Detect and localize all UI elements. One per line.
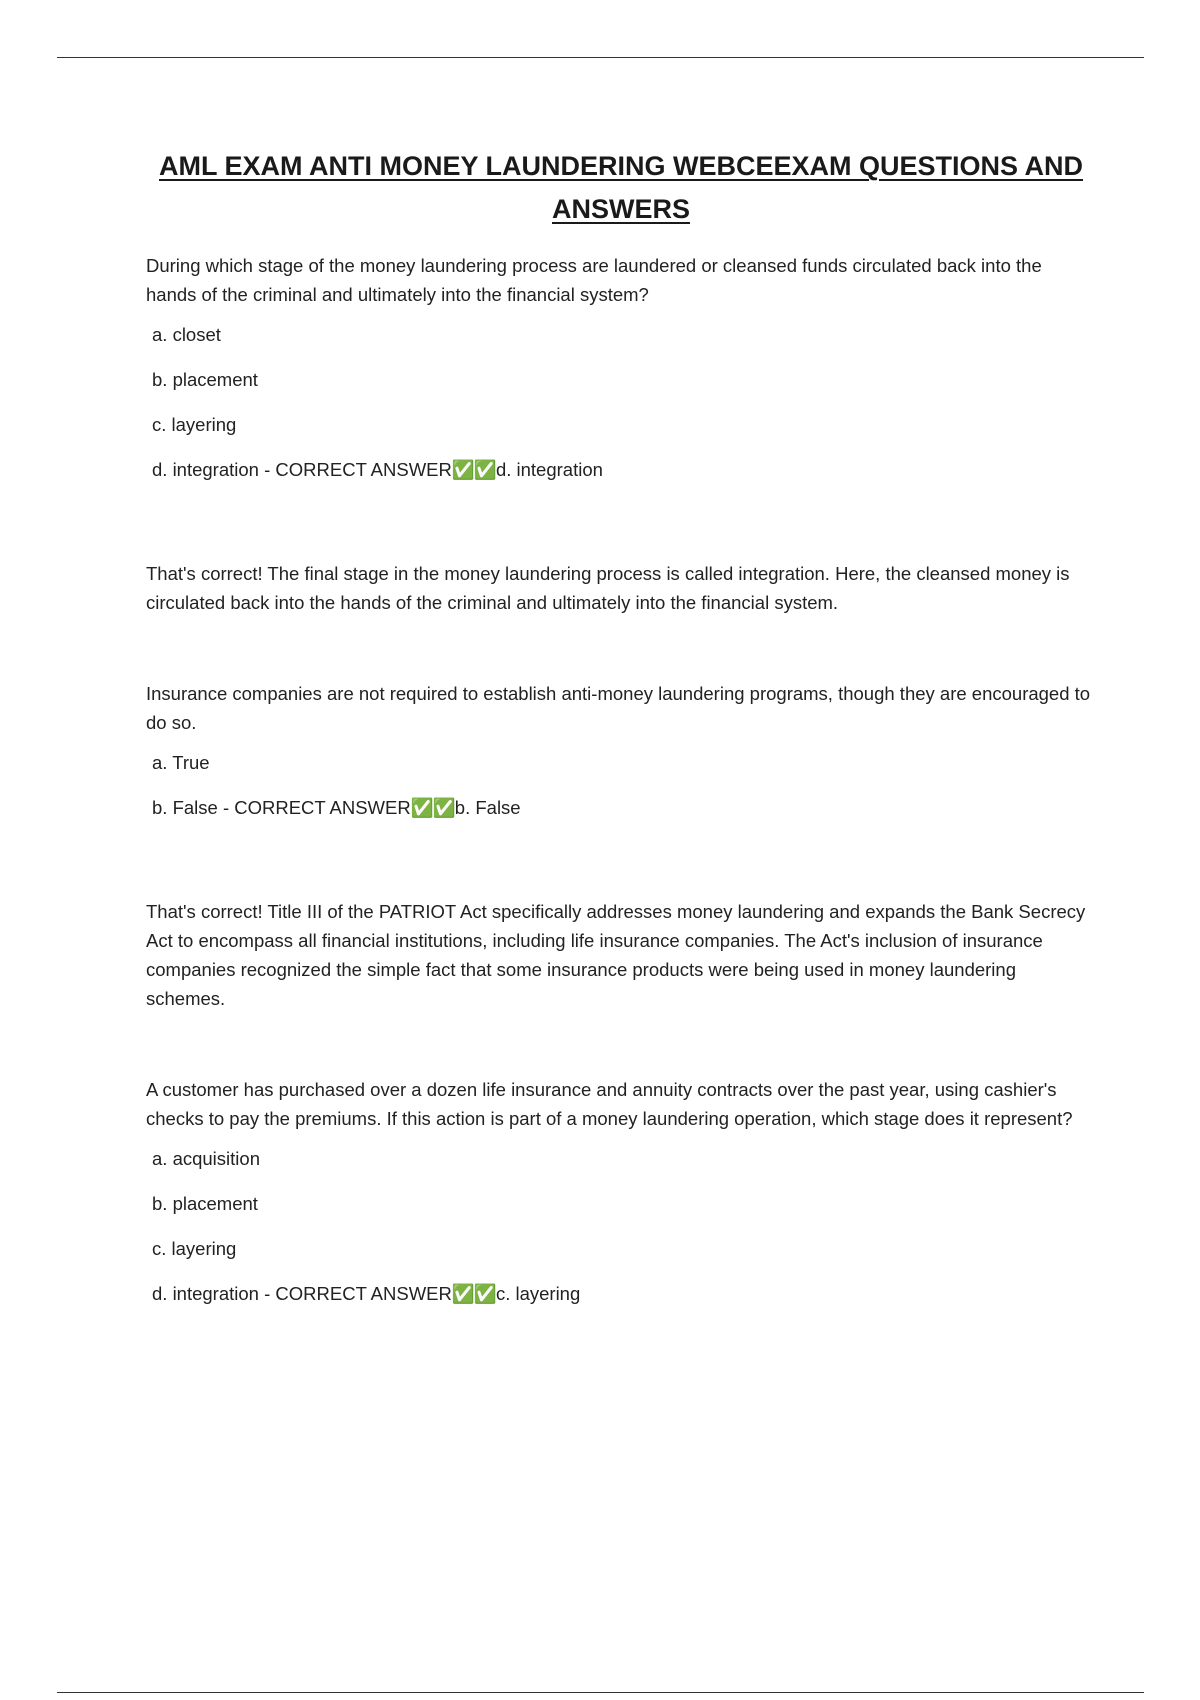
spacer xyxy=(146,1013,1096,1075)
question-block-3 xyxy=(146,1075,1096,1307)
option-a: a. acquisition xyxy=(152,1148,260,1169)
spacer xyxy=(146,617,1096,679)
correct-answer-line xyxy=(152,794,1096,821)
option-c: c. layering xyxy=(152,414,237,435)
answer-prefix: d. integration - CORRECT ANSWER xyxy=(152,1283,452,1304)
question-text: A customer has purchased over a dozen life insurance and annuity contracts over the past year, using cashier's checks to pay the premiums. If this action is part of a money laundering operation, which stage does it represent? xyxy=(146,1079,1073,1129)
answer-prefix: d. integration - CORRECT ANSWER xyxy=(152,459,452,480)
option-a: a. closet xyxy=(152,324,221,345)
answer-value: c. layering xyxy=(495,1283,581,1304)
question-text: Insurance companies are not required to establish anti-money laundering programs, though they are encouraged to do so. xyxy=(146,683,1091,733)
header-rule xyxy=(57,57,1144,58)
option-b: b. placement xyxy=(152,1193,258,1214)
footer-rule xyxy=(57,1692,1144,1693)
check-mark-icon: ✅✅ xyxy=(451,459,496,480)
spacer xyxy=(146,501,1096,559)
option-a: a. True xyxy=(152,752,210,773)
options-list xyxy=(146,321,1096,483)
option-c: c. layering xyxy=(152,1238,237,1259)
explanation-text: That's correct! Title III of the PATRIOT Act specifically addresses money laundering and expands the Bank Secrecy Act to encompass all financial institutions, including life insurance companies. The Act's inclusion of insurance companies recognized the simple fact that some insurance products were being used in money laundering schemes. xyxy=(146,901,1086,1009)
correct-answer-line xyxy=(152,1280,1096,1307)
correct-answer-line xyxy=(152,456,1096,483)
question-text: During which stage of the money laundering process are laundered or cleansed funds circulated back into the hands of the criminal and ultimately into the financial system? xyxy=(146,255,1042,305)
check-mark-icon: ✅✅ xyxy=(451,1283,496,1304)
options-list xyxy=(146,1145,1096,1307)
check-mark-icon: ✅✅ xyxy=(410,797,455,818)
question-block-2 xyxy=(146,679,1096,1013)
document-title: AML EXAM ANTI MONEY LAUNDERING WEBCEEXAM QUESTIONS AND ANSWERS xyxy=(158,151,1084,224)
answer-prefix: b. False - CORRECT ANSWER xyxy=(152,797,411,818)
spacer xyxy=(146,839,1096,897)
answer-value: b. False xyxy=(454,797,521,818)
explanation-text: That's correct! The final stage in the money laundering process is called integration. Here, the cleansed money is circulated back into the hands of the criminal and ultimately into the financial system. xyxy=(146,563,1070,613)
answer-value: d. integration xyxy=(495,459,603,480)
document-body xyxy=(146,145,1096,1325)
options-list xyxy=(146,749,1096,821)
option-b: b. placement xyxy=(152,369,258,390)
question-block-1 xyxy=(146,251,1096,617)
